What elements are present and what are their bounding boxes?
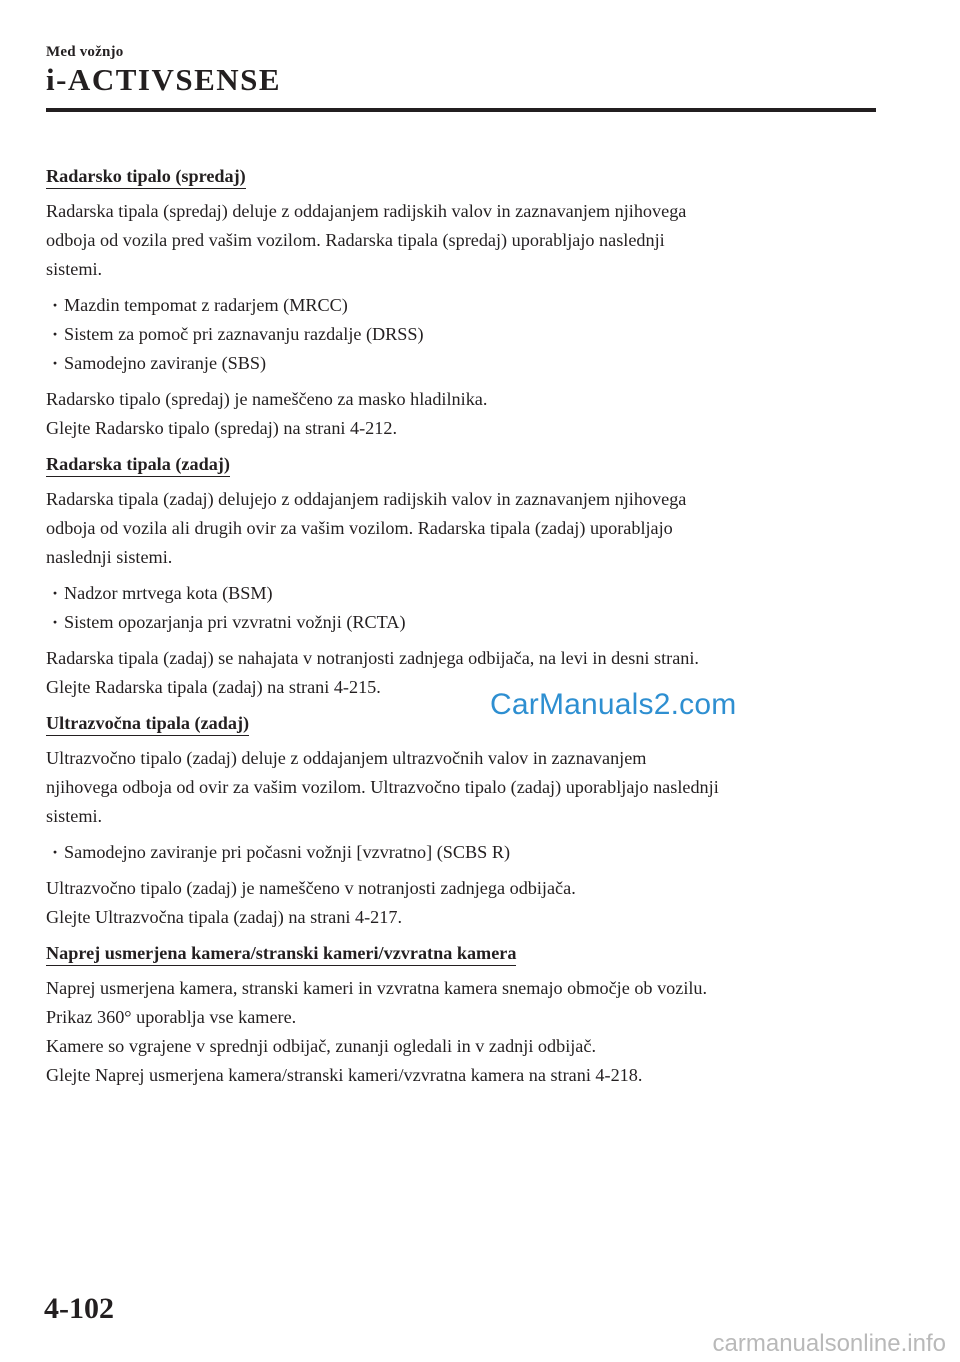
bullet-list <box>46 838 882 867</box>
section-heading: Radarsko tipalo (spredaj) <box>46 164 246 189</box>
text-line: Glejte Radarsko tipalo (spredaj) na strani 4-212. <box>46 418 398 438</box>
list-item <box>46 320 882 349</box>
text-line: odboja od vozila pred vašim vozilom. Radarska tipala (spredaj) uporabljajo naslednji <box>46 230 665 250</box>
list-item-text: Samodejno zaviranje pri počasni vožnji [vzvratno] (SCBS R) <box>64 842 511 862</box>
section-rear-radar <box>46 450 882 702</box>
paragraph <box>46 744 882 831</box>
paragraph <box>46 644 882 702</box>
watermark-logo: CarManuals2.com <box>490 688 737 721</box>
text-line: sistemi. <box>46 259 103 279</box>
text-line: odboja od vozila ali drugih ovir za vašim vozilom. Radarska tipala (zadaj) uporabljajo <box>46 518 673 538</box>
header-divider <box>46 108 876 112</box>
section-heading: Ultrazvočna tipala (zadaj) <box>46 711 249 736</box>
section-heading: Naprej usmerjena kamera/stranski kameri/vzvratna kamera <box>46 941 516 966</box>
text-line: Radarsko tipalo (spredaj) je nameščeno za masko hladilnika. <box>46 389 488 409</box>
section-heading: Radarska tipala (zadaj) <box>46 452 230 477</box>
paragraph <box>46 385 882 443</box>
text-line: Kamere so vgrajene v sprednji odbijač, zunanji ogledali in v zadnji odbijač. <box>46 1036 596 1056</box>
bullet-dot-icon: · <box>52 612 59 632</box>
list-item-text: Samodejno zaviranje (SBS) <box>64 353 267 373</box>
chapter-label: Med vožnjo <box>46 44 124 60</box>
text-line: Glejte Radarska tipala (zadaj) na strani 4-215. <box>46 677 381 697</box>
text-line: Radarska tipala (zadaj) delujejo z oddajanjem radijskih valov in zaznavanjem njihovega <box>46 489 687 509</box>
list-item <box>46 349 882 378</box>
paragraph <box>46 874 882 932</box>
text-line: Glejte Ultrazvočna tipala (zadaj) na strani 4-217. <box>46 907 403 927</box>
page-content <box>46 162 882 1097</box>
paragraph <box>46 974 882 1090</box>
text-line: Prikaz 360° uporablja vse kamere. <box>46 1007 297 1027</box>
text-line: Glejte Naprej usmerjena kamera/stranski kameri/vzvratna kamera na strani 4-218. <box>46 1065 643 1085</box>
list-item <box>46 608 882 637</box>
list-item <box>46 838 882 867</box>
list-item-text: Mazdin tempomat z radarjem (MRCC) <box>64 295 348 315</box>
bullet-dot-icon: · <box>52 353 59 373</box>
bullet-dot-icon: · <box>52 583 59 603</box>
text-line: Ultrazvočno tipalo (zadaj) deluje z oddajanjem ultrazvočnih valov in zaznavanjem <box>46 748 647 768</box>
section-cameras <box>46 939 882 1090</box>
bullet-dot-icon: · <box>52 295 59 315</box>
text-line: naslednji sistemi. <box>46 547 173 567</box>
page-header <box>46 44 876 97</box>
site-watermark: carmanualsonline.info <box>712 1330 946 1357</box>
list-item-text: Sistem za pomoč pri zaznavanju razdalje (DRSS) <box>64 324 424 344</box>
paragraph <box>46 485 882 572</box>
page-number: 4-102 <box>44 1292 114 1325</box>
section-title: i-ACTIVSENSE <box>46 62 282 97</box>
section-front-radar <box>46 162 882 443</box>
bullet-dot-icon: · <box>52 324 59 344</box>
text-line: sistemi. <box>46 806 103 826</box>
text-line: njihovega odboja od ovir za vašim vozilom. Ultrazvočno tipalo (zadaj) uporabljajo naslednji <box>46 777 719 797</box>
text-line: Ultrazvočno tipalo (zadaj) je nameščeno v notranjosti zadnjega odbijača. <box>46 878 576 898</box>
text-line: Radarska tipala (spredaj) deluje z oddajanjem radijskih valov in zaznavanjem njihovega <box>46 201 687 221</box>
text-line: Radarska tipala (zadaj) se nahajata v notranjosti zadnjega odbijača, na levi in desni strani. <box>46 648 699 668</box>
list-item <box>46 579 882 608</box>
paragraph <box>46 197 882 284</box>
list-item <box>46 291 882 320</box>
bullet-list <box>46 291 882 378</box>
list-item-text: Nadzor mrtvega kota (BSM) <box>64 583 273 603</box>
bullet-dot-icon: · <box>52 842 59 862</box>
section-rear-ultrasonic <box>46 709 882 932</box>
bullet-list <box>46 579 882 637</box>
list-item-text: Sistem opozarjanja pri vzvratni vožnji (RCTA) <box>64 612 406 632</box>
text-line: Naprej usmerjena kamera, stranski kameri in vzvratna kamera snemajo območje ob vozilu. <box>46 978 708 998</box>
